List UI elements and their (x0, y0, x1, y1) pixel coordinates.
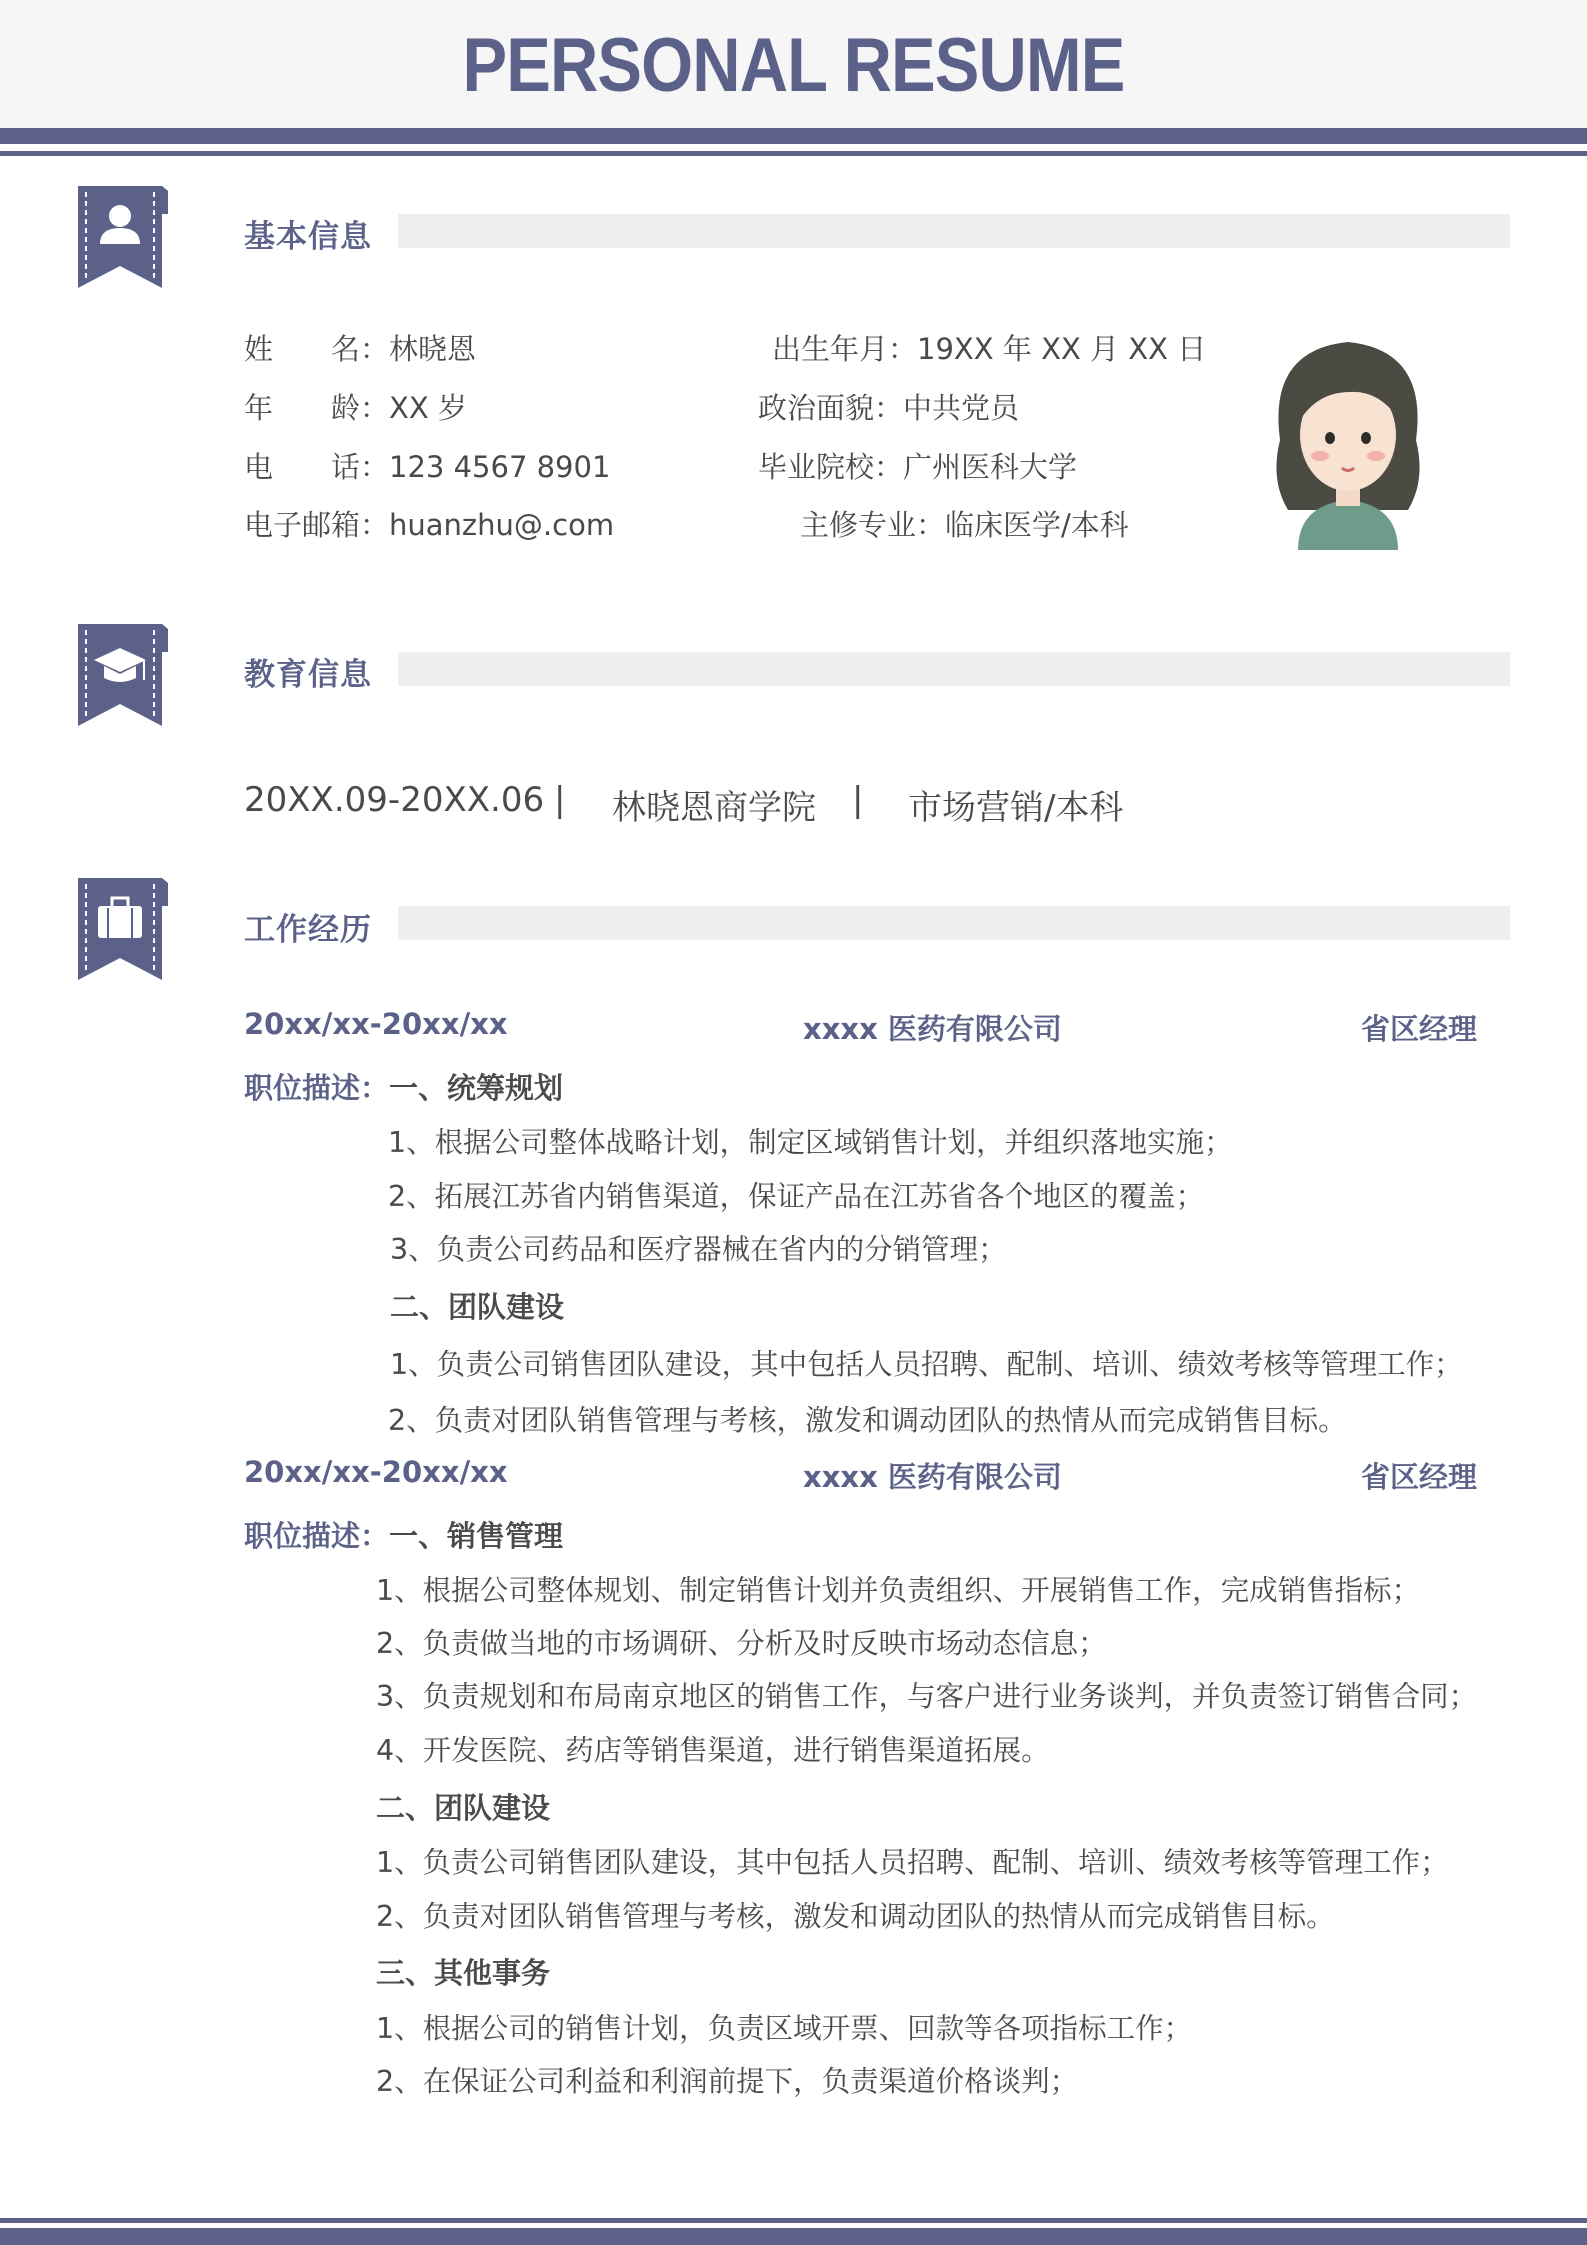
job-2-item: 2、负责做当地的市场调研、分析及时反映市场动态信息； (376, 1627, 1107, 1660)
education-major: 市场营销/本科 (908, 788, 1124, 828)
education-separator-1: | (554, 780, 566, 820)
education-school: 林晓恩商学院 (612, 788, 816, 828)
info-major: 主修专业：临床医学/本科 (800, 508, 1129, 542)
job-1-item: 2、负责对团队销售管理与考核，激发和调动团队的热情从而完成销售目标。 (388, 1404, 1347, 1437)
info-age: 年 龄：XX 岁 (244, 391, 467, 425)
job-2-item: 2、在保证公司利益和利润前提下，负责渠道价格谈判； (376, 2065, 1079, 2098)
section-bar-basic (398, 214, 1510, 248)
header (0, 0, 1587, 128)
section-bar-education (398, 652, 1510, 686)
header-rule-thin (0, 151, 1587, 156)
info-politics: 政治面貌：中共党员 (758, 391, 1020, 425)
job-2-item: 3、负责规划和布局南京地区的销售工作，与客户进行业务谈判，并负责签订销售合同； (376, 1680, 1478, 1713)
job-2-period: 20xx/xx-20xx/xx (244, 1455, 508, 1489)
job-1-item: 1、根据公司整体战略计划，制定区域销售计划，并组织落地实施； (388, 1126, 1233, 1159)
section-title-work: 工作经历 (244, 912, 372, 948)
info-email: 电子邮箱：huanzhu@.com (244, 508, 615, 542)
job-1-company: xxxx 医药有限公司 (803, 1012, 1062, 1046)
job-2-item: 4、开发医院、药店等销售渠道，进行销售渠道拓展。 (376, 1734, 1050, 1767)
section-title-education: 教育信息 (244, 657, 372, 693)
briefcase-icon (78, 878, 168, 980)
job-2-group-title: 三、其他事务 (376, 1956, 551, 1990)
person-icon (78, 186, 168, 288)
info-phone: 电 话：123 4567 8901 (244, 450, 611, 484)
job-2-item: 1、根据公司整体规划、制定销售计划并负责组织、开展销售工作，完成销售指标； (376, 1574, 1421, 1607)
education-separator-2: | (852, 780, 864, 820)
job-2-item: 1、负责公司销售团队建设，其中包括人员招聘、配制、培训、绩效考核等管理工作； (376, 1846, 1449, 1879)
job-1-item: 3、负责公司药品和医疗器械在省内的分销管理； (390, 1233, 1007, 1266)
job-1-period: 20xx/xx-20xx/xx (244, 1007, 508, 1041)
job-2-desc-label: 职位描述：一、销售管理 (244, 1519, 564, 1553)
footer-rule-thick (0, 2228, 1587, 2245)
footer-rule-thin (0, 2218, 1587, 2223)
job-2-position: 省区经理 (1361, 1460, 1478, 1494)
job-2-group-title: 二、团队建设 (376, 1791, 551, 1825)
job-1-item: 2、拓展江苏省内销售渠道，保证产品在江苏省各个地区的覆盖； (388, 1180, 1205, 1213)
info-birth: 出生年月：19XX 年 XX 月 XX 日 (772, 332, 1207, 366)
section-bar-work (398, 906, 1510, 940)
job-1-desc-label: 职位描述：一、统筹规划 (244, 1071, 564, 1105)
education-period: 20XX.09-20XX.06 (244, 780, 545, 820)
header-rule-thick (0, 128, 1587, 144)
job-2-item: 2、负责对团队销售管理与考核，激发和调动团队的热情从而完成销售目标。 (376, 1900, 1335, 1933)
job-2-company: xxxx 医药有限公司 (803, 1460, 1062, 1494)
info-name: 姓 名：林晓恩 (244, 332, 477, 366)
graduation-cap-icon (78, 624, 168, 726)
page-title: PERSONAL RESUME (462, 23, 1125, 108)
section-title-basic: 基本信息 (244, 219, 372, 255)
job-2-item: 1、根据公司的销售计划，负责区域开票、回款等各项指标工作； (376, 2012, 1193, 2045)
job-1-position: 省区经理 (1361, 1012, 1478, 1046)
job-1-item: 1、负责公司销售团队建设，其中包括人员招聘、配制、培训、绩效考核等管理工作； (390, 1348, 1463, 1381)
avatar (1258, 320, 1438, 550)
job-1-group-title: 二、团队建设 (390, 1290, 565, 1324)
info-school: 毕业院校：广州医科大学 (758, 450, 1078, 484)
